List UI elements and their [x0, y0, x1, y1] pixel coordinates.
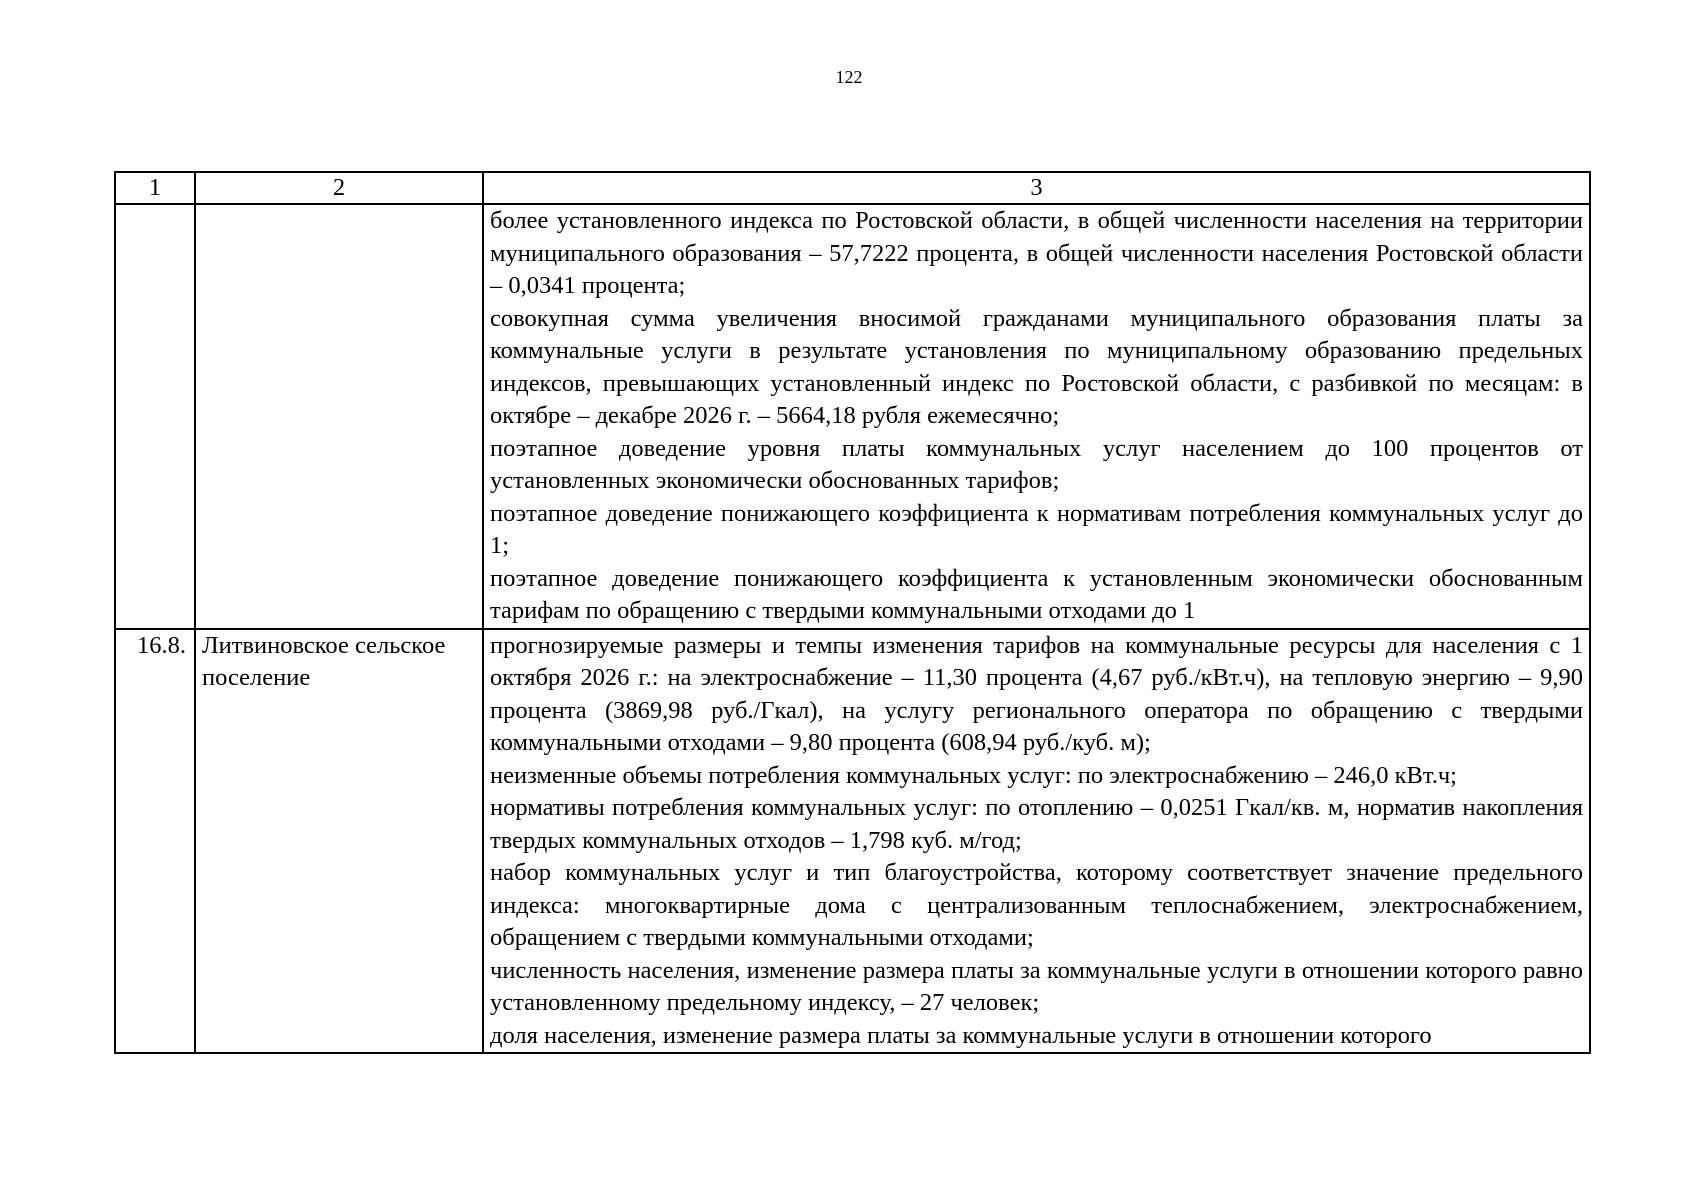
column-header-2: 2 — [195, 172, 483, 204]
row-number — [115, 204, 195, 629]
tariff-table — [114, 171, 1591, 1054]
content-paragraph: неизменные объемы потребления коммунальных услуг: по электроснабжению – 246,0 кВт.ч; — [490, 761, 1457, 789]
row-content — [483, 629, 1590, 1054]
row-content — [483, 204, 1590, 629]
content-paragraph: поэтапное доведение понижающего коэффициента к нормативам потребления коммунальных услуг до 1; — [490, 499, 1583, 559]
content-paragraph: нормативы потребления коммунальных услуг: по отоплению – 0,0251 Гкал/кв. м, норматив накопления твердых коммунальных отходов – 1,798 куб. м/год; — [490, 794, 1583, 854]
table-header-row — [115, 172, 1590, 204]
content-paragraph: поэтапное доведение уровня платы коммунальных услуг населением до 100 процентов от установленных экономически обоснованных тарифов; — [490, 434, 1583, 494]
content-paragraph: прогнозируемые размеры и темпы изменения тарифов на коммунальные ресурсы для населения с 1 октября 2026 г.: на электроснабжение – 11,30 процента (4,67 руб./кВт.ч), на тепловую энергию – 9,90 процента (3869,98 руб./Гкал), на услугу регионального оператора по обращению с твердыми коммунальными отходами – 9,80 процента (608,94 руб./куб. м); — [490, 631, 1583, 756]
row-number: 16.8. — [115, 629, 195, 1054]
page-number: 122 — [835, 67, 863, 87]
content-paragraph: набор коммунальных услуг и тип благоустройства, которому соответствует значение предельного индекса: многоквартирные дома с централизованным теплоснабжением, электроснабжением, обращением с твердыми коммунальными отходами; — [490, 859, 1583, 951]
table-row — [115, 204, 1590, 629]
content-paragraph: более установленного индекса по Ростовской области, в общей численности населения на территории муниципального образования – 57,7222 процента, в общей численности населения Ростовской области – 0,0341 процента; — [490, 207, 1583, 299]
content-paragraph: доля населения, изменение размера платы за коммунальные услуги в отношении которого — [490, 1021, 1432, 1049]
column-header-1: 1 — [115, 172, 195, 204]
column-header-3: 3 — [483, 172, 1590, 204]
content-paragraph: поэтапное доведение понижающего коэффициента к установленным экономически обоснованным тарифам по обращению с твердыми коммунальными отходами до 1 — [490, 564, 1583, 624]
content-paragraph: совокупная сумма увеличения вносимой гражданами муниципального образования платы за коммунальные услуги в результате установления по муниципальному образованию предельных индексов, превышающих установленный индекс по Ростовской области, с разбивкой по месяцам: в октябре – декабре 2026 г. – 5664,18 рубля ежемесячно; — [490, 304, 1583, 429]
municipality-name — [195, 204, 483, 629]
content-paragraph: численность населения, изменение размера платы за коммунальные услуги в отношении которого равно установленному предельному индексу, – 27 человек; — [490, 956, 1583, 1016]
municipality-name: Литвиновское сельское поселение — [195, 629, 483, 1054]
table-row — [115, 629, 1590, 1054]
